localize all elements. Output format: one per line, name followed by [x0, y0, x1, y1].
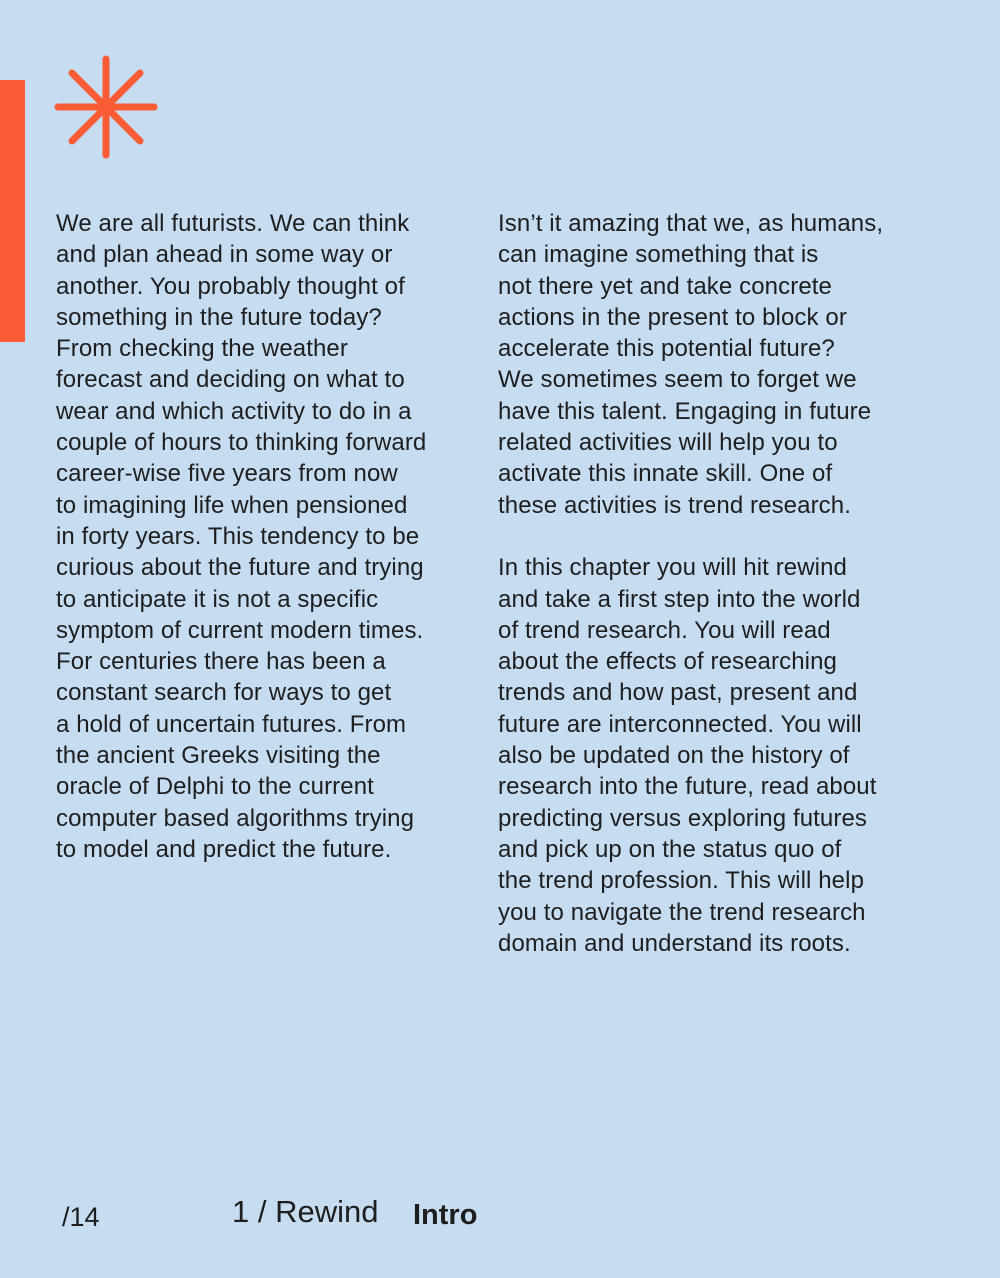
- text-line: In this chapter you will hit rewind: [498, 554, 847, 582]
- text-line: computer based algorithms trying: [56, 804, 415, 832]
- text-line: related activities will help you to: [498, 429, 838, 457]
- text-line: the ancient Greeks visiting the: [56, 742, 381, 770]
- asterisk-icon: [52, 54, 160, 160]
- body-paragraph-1: [56, 208, 476, 865]
- text-line: trends and how past, present and: [498, 679, 858, 707]
- text-line: not there yet and take concrete: [498, 272, 832, 300]
- text-line: oracle of Delphi to the current: [56, 773, 374, 801]
- text-line: to model and predict the future.: [56, 835, 392, 863]
- text-line: another. You probably thought of: [56, 272, 405, 300]
- text-line: forecast and deciding on what to: [56, 366, 405, 394]
- text-line: to imagining life when pensioned: [56, 491, 408, 519]
- text-line: constant search for ways to get: [56, 679, 392, 707]
- body-column-right: [498, 208, 923, 959]
- text-line: actions in the present to block or: [498, 303, 847, 331]
- page-number: /14: [62, 1202, 100, 1232]
- text-line: predicting versus exploring futures: [498, 804, 868, 832]
- text-line: We sometimes seem to forget we: [498, 366, 857, 394]
- body-paragraph-3: [498, 552, 923, 959]
- body-column-left: [56, 208, 476, 865]
- text-line: Isn’t it amazing that we, as humans,: [498, 210, 884, 237]
- text-line: We are all futurists. We can think: [56, 210, 410, 237]
- text-line: couple of hours to thinking forward: [56, 429, 427, 457]
- section-label: Intro: [413, 1199, 478, 1231]
- text-line: domain and understand its roots.: [498, 929, 851, 957]
- text-line: in forty years. This tendency to be: [56, 522, 420, 550]
- paragraph-spacer: [498, 521, 923, 552]
- text-line: about the effects of researching: [498, 648, 837, 676]
- text-line: From checking the weather: [56, 335, 348, 363]
- text-line: wear and which activity to do in a: [56, 397, 412, 425]
- text-line: of trend research. You will read: [498, 616, 831, 644]
- text-line: a hold of uncertain futures. From: [56, 710, 407, 738]
- text-line: you to navigate the trend research: [498, 898, 866, 926]
- accent-side-bar: [0, 80, 25, 342]
- text-line: can imagine something that is: [498, 241, 819, 269]
- text-line: have this talent. Engaging in future: [498, 397, 872, 425]
- chapter-label: 1 / Rewind: [232, 1194, 379, 1229]
- text-line: and plan ahead in some way or: [56, 241, 393, 269]
- text-line: future are interconnected. You will: [498, 710, 862, 738]
- text-line: curious about the future and trying: [56, 554, 424, 582]
- text-line: the trend profession. This will help: [498, 867, 865, 895]
- text-line: something in the future today?: [56, 303, 382, 331]
- text-line: to anticipate it is not a specific: [56, 585, 379, 613]
- body-paragraph-2: [498, 208, 923, 521]
- text-line: research into the future, read about: [498, 773, 877, 801]
- text-line: also be updated on the history of: [498, 742, 850, 770]
- text-line: activate this innate skill. One of: [498, 460, 833, 488]
- text-line: these activities is trend research.: [498, 491, 851, 519]
- text-line: accelerate this potential future?: [498, 335, 835, 363]
- text-line: career-wise five years from now: [56, 460, 398, 488]
- text-line: symptom of current modern times.: [56, 616, 424, 644]
- text-line: For centuries there has been a: [56, 648, 386, 676]
- text-line: and take a first step into the world: [498, 585, 861, 613]
- text-line: and pick up on the status quo of: [498, 835, 842, 863]
